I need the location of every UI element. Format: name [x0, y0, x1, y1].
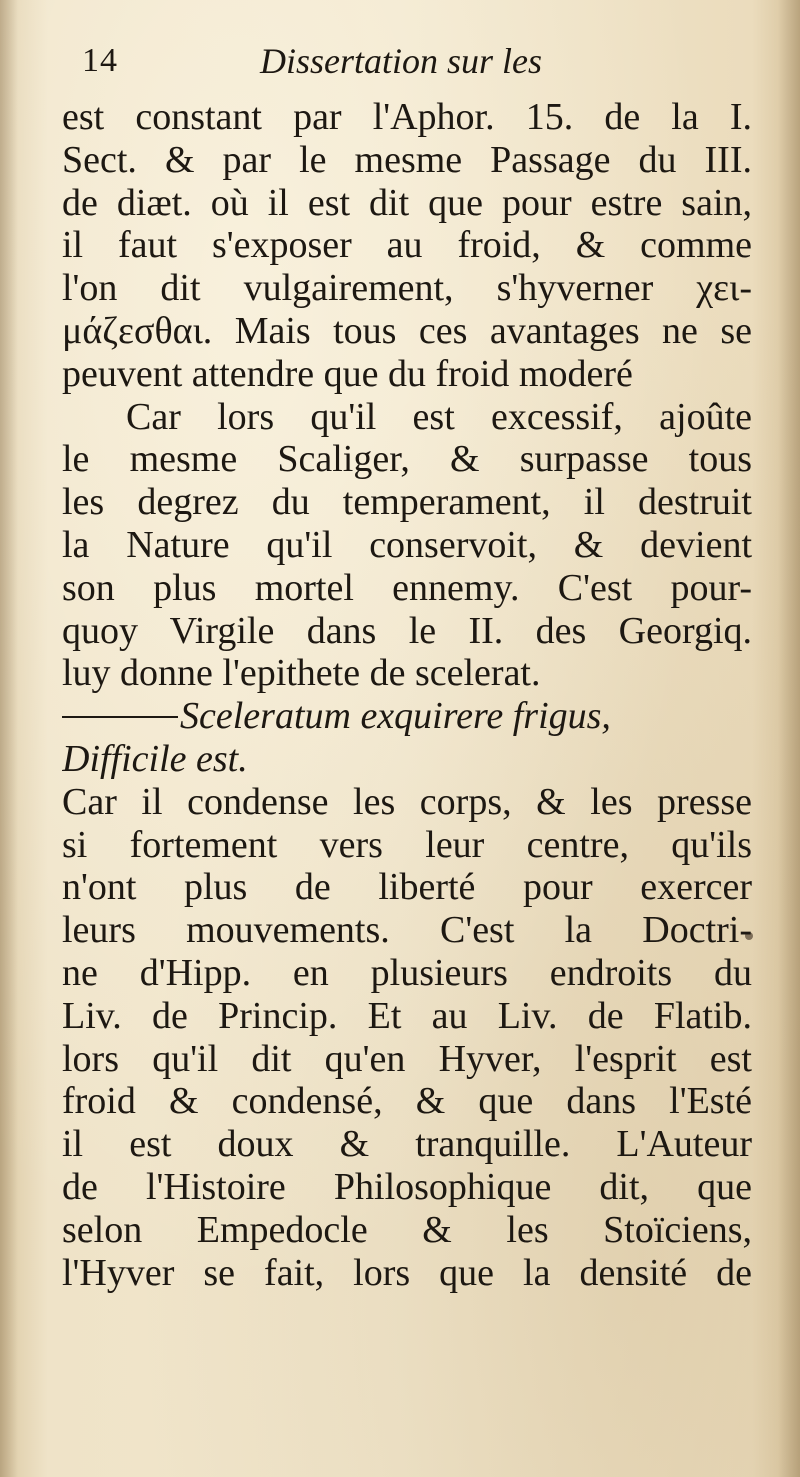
page-left-shadow	[0, 0, 18, 1477]
verse-line	[62, 695, 752, 738]
text-line: il est doux & tranquille. L'Auteur	[62, 1123, 752, 1166]
text-line: leurs mouvements. C'est la Doctri-	[62, 909, 752, 952]
text-line: de l'Histoire Philosophique dit, que	[62, 1165, 752, 1208]
page-number: 14	[82, 42, 118, 79]
text-line: est constant par l'Aphor. 15. de la I.	[62, 96, 752, 138]
text-line: Liv. de Princip. Et au Liv. de Flatib.	[62, 994, 752, 1037]
text-line: Sect. & par le mesme Passage du III.	[62, 138, 752, 181]
page-header	[62, 40, 752, 96]
text-line: de diæt. où il est dit que pour estre sain,	[62, 181, 752, 224]
text-line: lors qu'il dit qu'en Hyver, l'esprit est	[62, 1037, 752, 1080]
text-line: Car lors qu'il est excessif, ajoûte	[126, 395, 752, 438]
text-line: peuvent attendre que du froid moderé	[62, 352, 633, 395]
text-line: il faut s'exposer au froid, & comme	[62, 224, 752, 267]
text-line: ne d'Hipp. en plusieurs endroits du	[62, 951, 752, 994]
text-line: l'on dit vulgairement, s'hyverner χει-	[62, 267, 752, 310]
text-line: froid & condensé, & que dans l'Esté	[62, 1080, 752, 1123]
text-line: si fortement vers leur centre, qu'ils	[62, 823, 752, 866]
text-line: son plus mortel ennemy. C'est pour-	[62, 566, 752, 609]
text-line: quoy Virgile dans le II. des Georgiq.	[62, 609, 752, 652]
verse-line: Difficile est.	[62, 737, 248, 780]
text-line: luy donne l'epithete de scelerat.	[62, 652, 541, 695]
text-line: l'Hyver se fait, lors que la densité de	[62, 1251, 752, 1294]
text-line: n'ont plus de liberté pour exercer	[62, 866, 752, 909]
verse-text: Sceleratum exquirere frigus,	[180, 695, 611, 738]
page-right-shadow	[778, 0, 800, 1477]
text-line: la Nature qu'il conservoit, & devient	[62, 523, 752, 566]
text-line: le mesme Scaliger, & surpasse tous	[62, 438, 752, 481]
text-line: selon Empedocle & les Stoïciens,	[62, 1208, 752, 1251]
running-title: Dissertation sur les	[260, 41, 543, 81]
page-text	[62, 40, 752, 1294]
text-line: Car il condense les corps, & les presse	[62, 780, 752, 823]
text-line: les degrez du temperament, il destruit	[62, 481, 752, 524]
quotation-dash	[62, 716, 178, 718]
text-line: μάζεσθαι. Mais tous ces avantages ne se	[62, 309, 752, 352]
